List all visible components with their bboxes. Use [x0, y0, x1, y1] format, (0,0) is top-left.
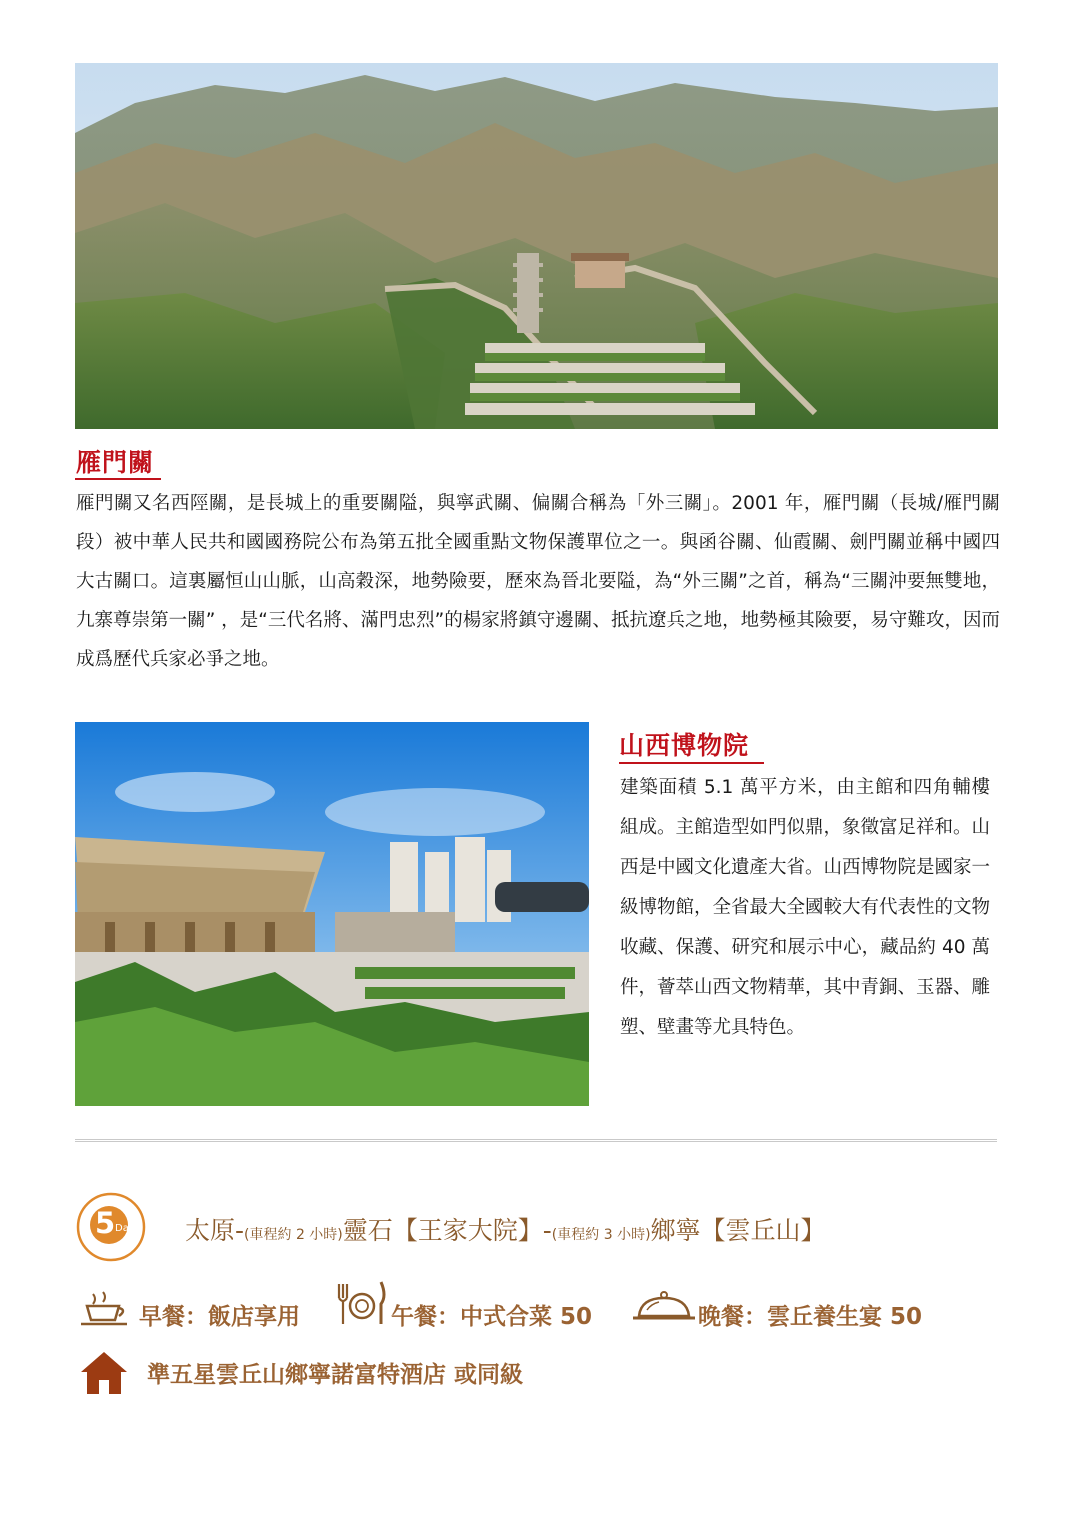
day-badge: [76, 1192, 146, 1262]
yanmen-title: 雁門關: [76, 448, 155, 477]
section-divider: [75, 1139, 997, 1142]
plate-cutlery-icon: [333, 1278, 388, 1328]
day-badge-label: Day: [115, 1223, 135, 1234]
route-part3: 鄉寧【雲丘山】: [650, 1216, 826, 1245]
day-route: [185, 1213, 826, 1253]
breakfast-label: 早餐：飯店享用: [139, 1304, 300, 1330]
route-note2: (車程約 3 小時): [551, 1227, 651, 1243]
house-icon: [79, 1350, 129, 1396]
coffee-cup-icon: [79, 1290, 131, 1330]
hotel-label: 準五星雲丘山鄉寧諾富特酒店 或同級: [147, 1362, 524, 1388]
route-note1: (車程約 2 小時): [244, 1227, 343, 1243]
museum-paragraph: 建築面積 5.1 萬平方米，由主館和四角輔樓組成。主館造型如門似鼎，象徵富足祥和。山西是中國文化遺產大省。山西博物院是國家一級博物館，全省最大全國較大有代表性的文物收藏、保護、研究和展示中心，藏品約 40 萬件，薈萃山西文物精華，其中青銅、玉器、雕塑、壁畫等尤具特色。: [620, 777, 991, 1038]
cloche-icon: [631, 1290, 697, 1324]
route-part2: 靈石【王家大院】-: [342, 1216, 552, 1245]
day-badge-number: 5: [95, 1206, 116, 1240]
mountain-landscape-illustration: [75, 63, 998, 429]
yanmen-pass-photo: [75, 63, 998, 429]
shanxi-museum-photo: [75, 722, 589, 1106]
yanmen-title-underline: [75, 478, 161, 480]
dinner-label: 晚餐：雲丘養生宴 50: [698, 1304, 923, 1330]
yanmen-paragraph: 雁門關又名西陘關，是長城上的重要關隘，與寧武關、偏關合稱為「外三關」。2001 年，雁門關（長城/雁門關段）被中華人民共和國國務院公布為第五批全國重點文物保護單位之一。與函谷關、仙霞關、劍門關並稱中國四大古關口。這裏屬恒山山脈，山高穀深，地勢險要，歷來為晉北要隘，為“外三關”之首，稱為“三關沖要無雙地，九寨尊崇第一關” ，是“三代名將、滿門忠烈”的楊家將鎮守邊關、抵抗遼兵之地，地勢極其險要，易守難攻，因而成爲歷代兵家必爭之地。: [76, 493, 1000, 670]
lunch-label: 午餐：中式合菜 50: [391, 1304, 593, 1330]
route-part1: 太原-: [185, 1216, 245, 1245]
museum-building-illustration: [75, 722, 589, 1106]
museum-title-underline: [619, 762, 764, 764]
museum-title: 山西博物院: [619, 731, 750, 760]
